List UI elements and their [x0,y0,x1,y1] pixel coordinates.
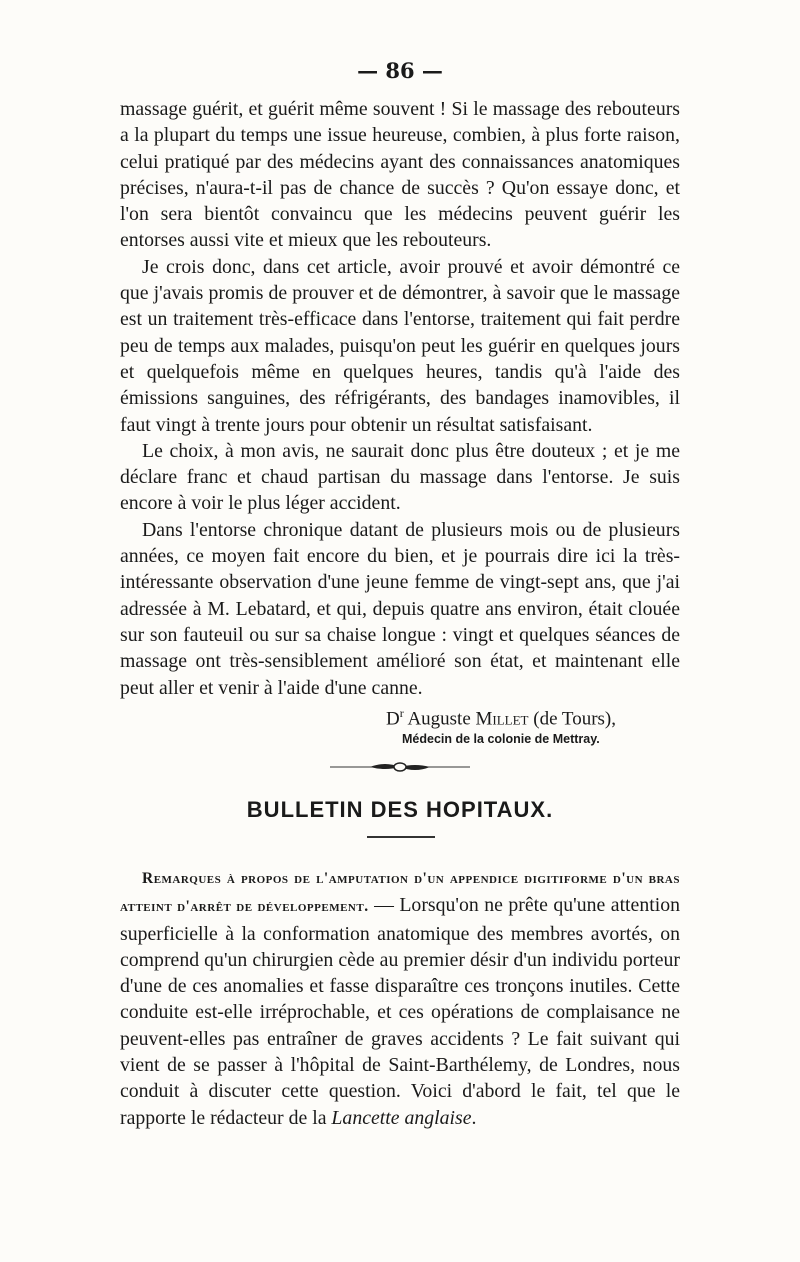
main-text [120,96,680,701]
signature-first-name: Auguste [407,708,471,730]
section-rule [367,836,435,838]
signature-prefix-sup: r [399,706,404,720]
article-end: . [471,1106,477,1129]
signature-name [386,706,616,730]
section-title: BULLETIN DES HOPITAUX. [246,797,554,822]
signature-role: Médecin de la colonie de Mettray. [402,732,600,746]
article-text [120,864,680,1131]
paragraph-3: Le choix, à mon avis, ne saurait donc plus être douteux ; et je me déclare franc et chaud partisan du massage dans l'entorse. Je suis encore à voir le plus léger accident. [120,439,680,515]
signature-prefix: D [386,708,400,730]
page-number: — 86 — [357,58,443,83]
article-italic: Lancette anglaise [331,1106,472,1129]
ornament-divider-icon [330,760,470,774]
article-body: — Lorsqu'on ne prête qu'une attention superficielle à la conformation anatomique des membres avortés, on comprend qu'un chirurgien cède au premier désir d'un individu porteur d'une de ces anomalies et fasse disparaître ces tronçons inutiles. Cette conduite est-elle irréprochable, et ces opérations de complaisance ne peuvent-elles pas entraîner de graves accidents ? Le fait suivant qui vient de se passer à l'hôpital de Saint-Barthélemy, de Londres, nous conduit à discuter cette question. Voici d'abord le fait, tel que le rapporte le rédacteur de la [120,894,680,1129]
signature-last-name: Millet [475,708,529,730]
signature-place: (de Tours), [533,708,617,730]
paragraph-4: Dans l'entorse chronique datant de plusieurs mois ou de plusieurs années, ce moyen fait encore du bien, et je pourrais dire ici la très-intéressante observation d'une jeune femme de vingt-sept ans, que j'ai adressée à M. Lebatard, et qui, depuis quatre ans environ, était clouée sur son fauteuil ou sur sa chaise longue : vingt et quelques séances de massage ont très-sensiblement amélioré son état, et maintenant elle peut aller et venir à l'aide d'une canne. [120,518,680,699]
article-title: Remarques à propos de l'amputation d'un appendice digitiforme d'un bras atteint d'arrêt de développement. [120,870,680,916]
paragraph-1: massage guérit, et guérit même souvent ! Si le massage des rebouteurs a la plupart du temps une issue heureuse, combien, à plus forte raison, celui pratiqué par des médecins ayant des connaissances anatomiques précises, n'aura-t-il pas de chance de succès ? Qu'on essaye donc, et l'on sera bientôt convaincu que les médecins peuvent guérir les entorses aussi vite et mieux que les rebouteurs. [120,98,680,252]
paragraph-2: Je crois donc, dans cet article, avoir prouvé et avoir démontré ce que j'avais promis de prouver et de démontrer, à savoir que le massage est un traitement très-efficace dans l'entorse, traitement qui fait perdre peu de temps aux malades, puisqu'on peut les guérir en quelques jours et quelquefois même en quelques heures, tandis qu'à l'aide des émissions sanguines, des réfrigérants, des bandages inamovibles, il faut vingt à trente jours pour obtenir un résultat satisfaisant. [120,255,680,436]
